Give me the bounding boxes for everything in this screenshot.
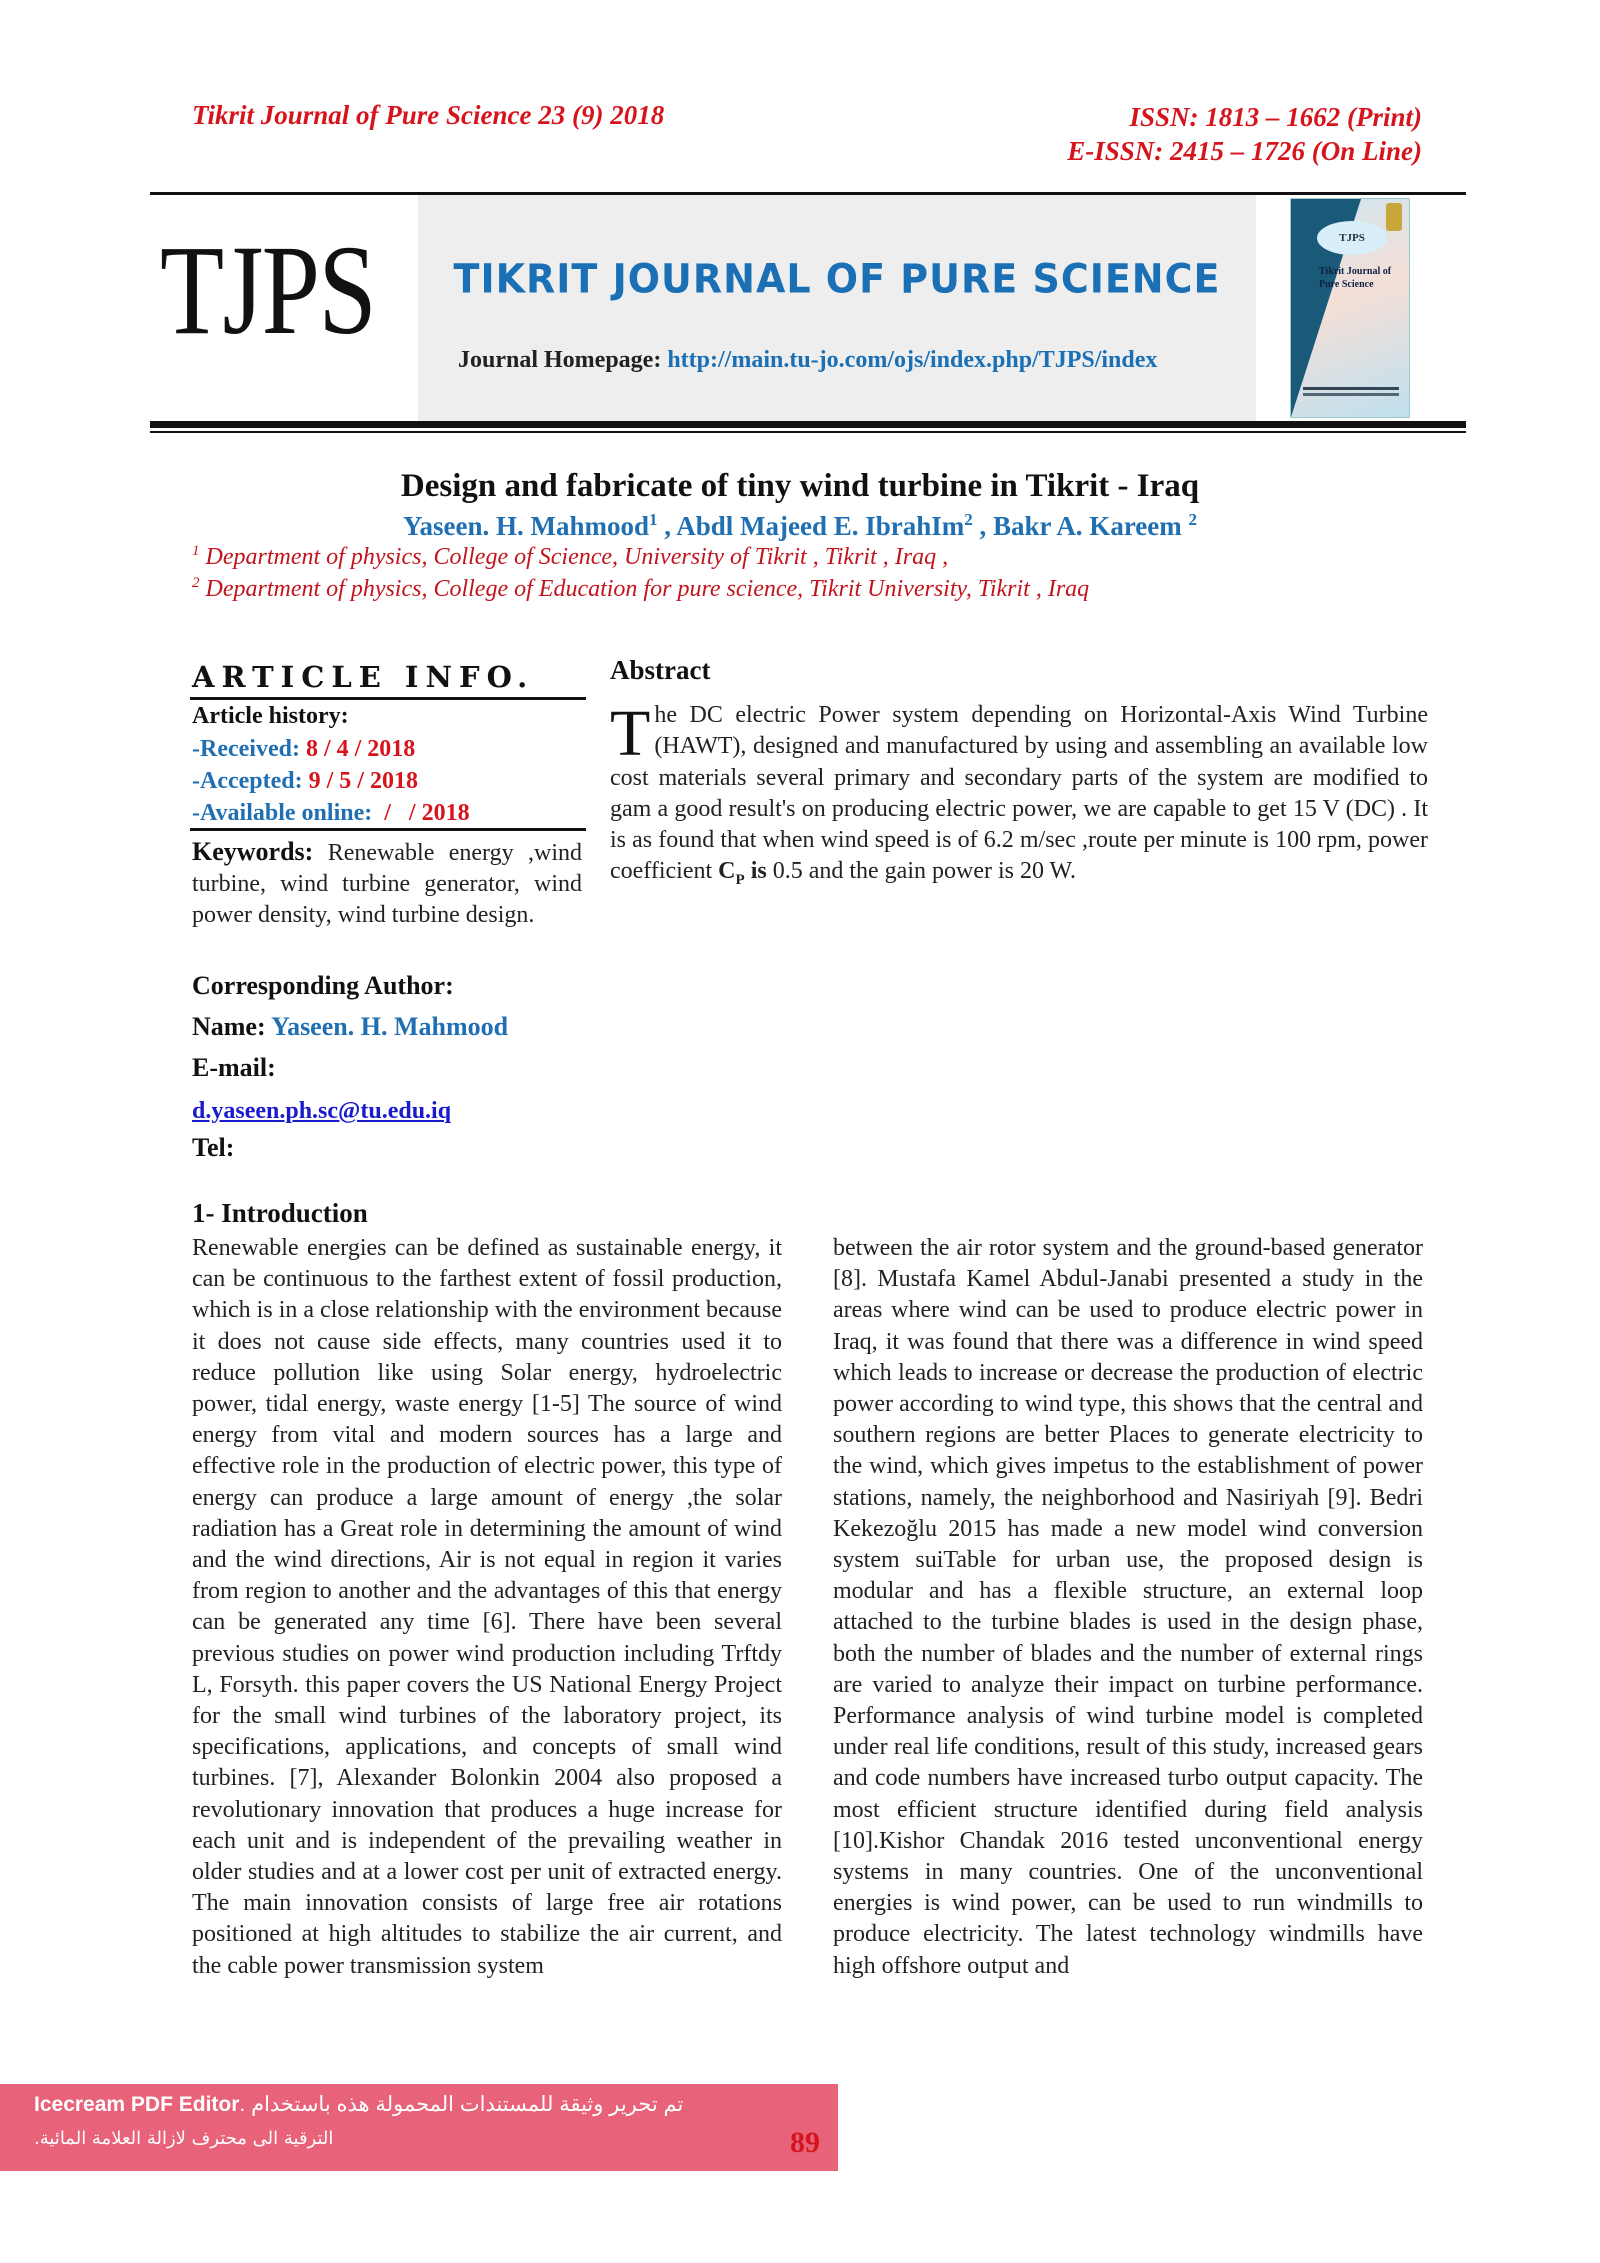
watermark-brand: Icecream PDF Editor <box>34 2093 240 2116</box>
watermark-line-2: الترقية الى محترف لازالة العلامة المائية. <box>34 2128 334 2149</box>
accepted-value: 9 / 5 / 2018 <box>308 768 418 794</box>
affil-text: Department of physics, College of Education for pure science, Tikrit University, Tikrit , Iraq <box>205 576 1090 602</box>
paper-title: Design and fabricate of tiny wind turbine in Tikrit - Iraq <box>400 468 1200 504</box>
issn-print: ISSN: 1813 – 1662 (Print) <box>1129 102 1422 132</box>
article-info-rule <box>190 828 586 831</box>
masthead-bottom-rule-thin <box>150 431 1466 433</box>
affil-marker: 2 <box>192 575 200 591</box>
journal-homepage <box>458 347 1157 374</box>
author: Yaseen. H. Mahmood <box>402 511 649 541</box>
received-label: -Received: <box>192 736 306 762</box>
email-label: E-mail: <box>192 1053 276 1082</box>
abstract-text-end: 0.5 and the gain power is 20 W. <box>766 858 1076 885</box>
cover-badge: TJPS <box>1317 221 1387 255</box>
author-affil-marker: 2 <box>1188 510 1198 529</box>
body-column-right: between the air rotor system and the ground-based generator [8]. Mustafa Kamel Abdul-Janabi presented a study in the areas where wind can be used to produce electric power in Iraq, it was found that there was a difference in wind speed which leads to increase or decrease the production of electric power according to wind type, this shows that the central and southern regions are better Places to generate electricity to the wind, which gives impetus to the establishment of power stations, namely, the neighborhood and Nasiriyah [9]. Bedri Kekezoğlu 2015 has made a new model wind conversion system suiTable for urban use, the proposed design is modular and has a flexible structure, an external loop attached to the turbine blades is used in the design phase, both the number of blades and the number of external rings are varied to analyze their impact on turbine performance. Performance analysis of wind turbine model is completed under real life conditions, result of this study, increased gears and code numbers have increased turbo output capacity. The most efficient structure identified during field analysis [10].Kishor Chandak 2016 tested unconventional energy systems in many countries. One of the unconventional energies is wind power, can be used to run windmills to produce electricity. The latest technology windmills have high offshore output and <box>833 1235 1423 1979</box>
article-info-rule <box>190 697 586 700</box>
masthead-bottom-rule <box>150 421 1466 428</box>
watermark-text-ar: تم تحرير وثيقة للمستندات المحمولة هذه باستخدام . <box>239 2093 690 2116</box>
author: Abdl Majeed E. IbrahIm <box>676 511 965 541</box>
page-number: 89 <box>790 2126 820 2159</box>
online-label: -Available online: <box>192 800 379 826</box>
keywords-text: Renewable energy ,wind turbine, wind turbine generator, wind power density, wind turbine design. <box>192 840 582 928</box>
running-header-journal: Tikrit Journal of Pure Science 23 (9) 2018 <box>192 100 665 130</box>
article-history-label: Article history: <box>192 703 349 729</box>
email-row <box>192 1095 451 1125</box>
affil-marker: 1 <box>192 543 200 559</box>
masthead-banner <box>418 195 1256 421</box>
tjps-logo: TJPS <box>160 219 376 361</box>
homepage-link[interactable]: http://main.tu-jo.com/ojs/index.php/TJPS/index <box>667 347 1158 373</box>
running-header-issn <box>1067 100 1422 168</box>
watermark-line-1 <box>34 2092 689 2117</box>
author: Bakr A. Kareem <box>993 511 1182 541</box>
tel-label: Tel: <box>192 1133 235 1162</box>
cp-symbol: $C_P$ is <box>718 858 767 889</box>
cover-footer-lines <box>1303 387 1399 390</box>
corresponding-author-label: Corresponding Author: <box>192 971 454 1000</box>
name-label: Name: <box>192 1012 272 1041</box>
masthead <box>150 195 1466 421</box>
abstract-heading: Abstract <box>610 655 711 685</box>
name-value: Yaseen. H. Mahmood <box>271 1012 509 1041</box>
keywords <box>192 836 582 931</box>
available-online-date <box>192 800 470 827</box>
author-list: Yaseen. H. Mahmood$^1$ , Abdl Majeed E. IbrahIm$^2$ , Bakr A. Kareem $^2$ <box>402 510 1198 541</box>
accepted-label: -Accepted: <box>192 768 309 794</box>
author-affil-marker: 1 <box>648 510 658 529</box>
issn-online: E-ISSN: 2415 – 1726 (On Line) <box>1067 136 1422 166</box>
watermark-banner <box>0 2084 838 2171</box>
dropcap: T <box>610 697 651 770</box>
body-column-left: Renewable energies can be defined as sustainable energy, it can be continuous to the farthest extent of fossil production, which is in a close relationship with the environment because it does not cause side effects, many countries used it to reduce pollution like using Solar energy, hydroelectric power, tidal energy, waste energy [1-5] The source of wind energy from vital and modern sources has a large and effective role in the production of electric power, this type of energy can produce a large amount of energy ,the solar radiation has a Great role in determining the amount of wind and the wind directions, Air is not equal in region it varies from region to another and the advantages of this that energy can be generated any time [6]. There have been several previous studies on power wind production including Trftdy L, Forsyth. this paper covers the US National Energy Project for the small wind turbines of the laboratory project, its specifications, applications, and concepts of small wind turbines. [7], Alexander Bolonkin 2004 also proposed a revolutionary innovation that produces a huge increase for each unit and is independent of the prevailing weather in older studies and at a lower cost per unit of extracted energy. The main innovation consists of large free air rotations positioned at high altitudes to stabilize the air current, and the cable power transmission system <box>192 1235 782 1979</box>
cover-title: Tikrit Journal of Pure Science <box>1319 266 1392 290</box>
journal-cover-image <box>1290 198 1410 418</box>
university-emblem-icon <box>1386 203 1402 231</box>
corresponding-name <box>192 1012 508 1042</box>
keywords-label: Keywords: <box>192 837 314 866</box>
homepage-label: Journal Homepage: <box>458 347 668 373</box>
abstract-body <box>610 697 1428 897</box>
abstract-text: he DC electric Power system depending on Horizontal-Axis Wind Turbine (HAWT), designed and manufactured by using and assembling an available low cost materials several primary and secondary parts of the system are modified to gam a good result's on producing electric power, we are capable to get 15 V (DC) . It is as found that when wind speed is of 6.2 m/sec ,route per minute is 100 rpm, power coefficient <box>610 702 1428 885</box>
author-affil-marker: 2 <box>964 510 973 529</box>
affiliation-2 <box>192 575 1089 603</box>
accepted-date <box>192 768 418 795</box>
received-value: 8 / 4 / 2018 <box>305 736 416 762</box>
article-info-heading: ARTICLE INFO. <box>192 660 535 694</box>
email-link[interactable]: d.yaseen.ph.sc@tu.edu.iq <box>192 1098 452 1124</box>
journal-title: TIKRIT JOURNAL OF PURE SCIENCE <box>453 255 1221 303</box>
online-value: / / 2018 <box>378 800 470 826</box>
received-date <box>192 736 415 763</box>
affiliation-1 <box>192 543 948 571</box>
affil-text: Department of physics, College of Science, University of Tikrit , Tikrit , Iraq , <box>205 544 949 570</box>
section-heading-introduction: 1- Introduction <box>192 1198 368 1228</box>
